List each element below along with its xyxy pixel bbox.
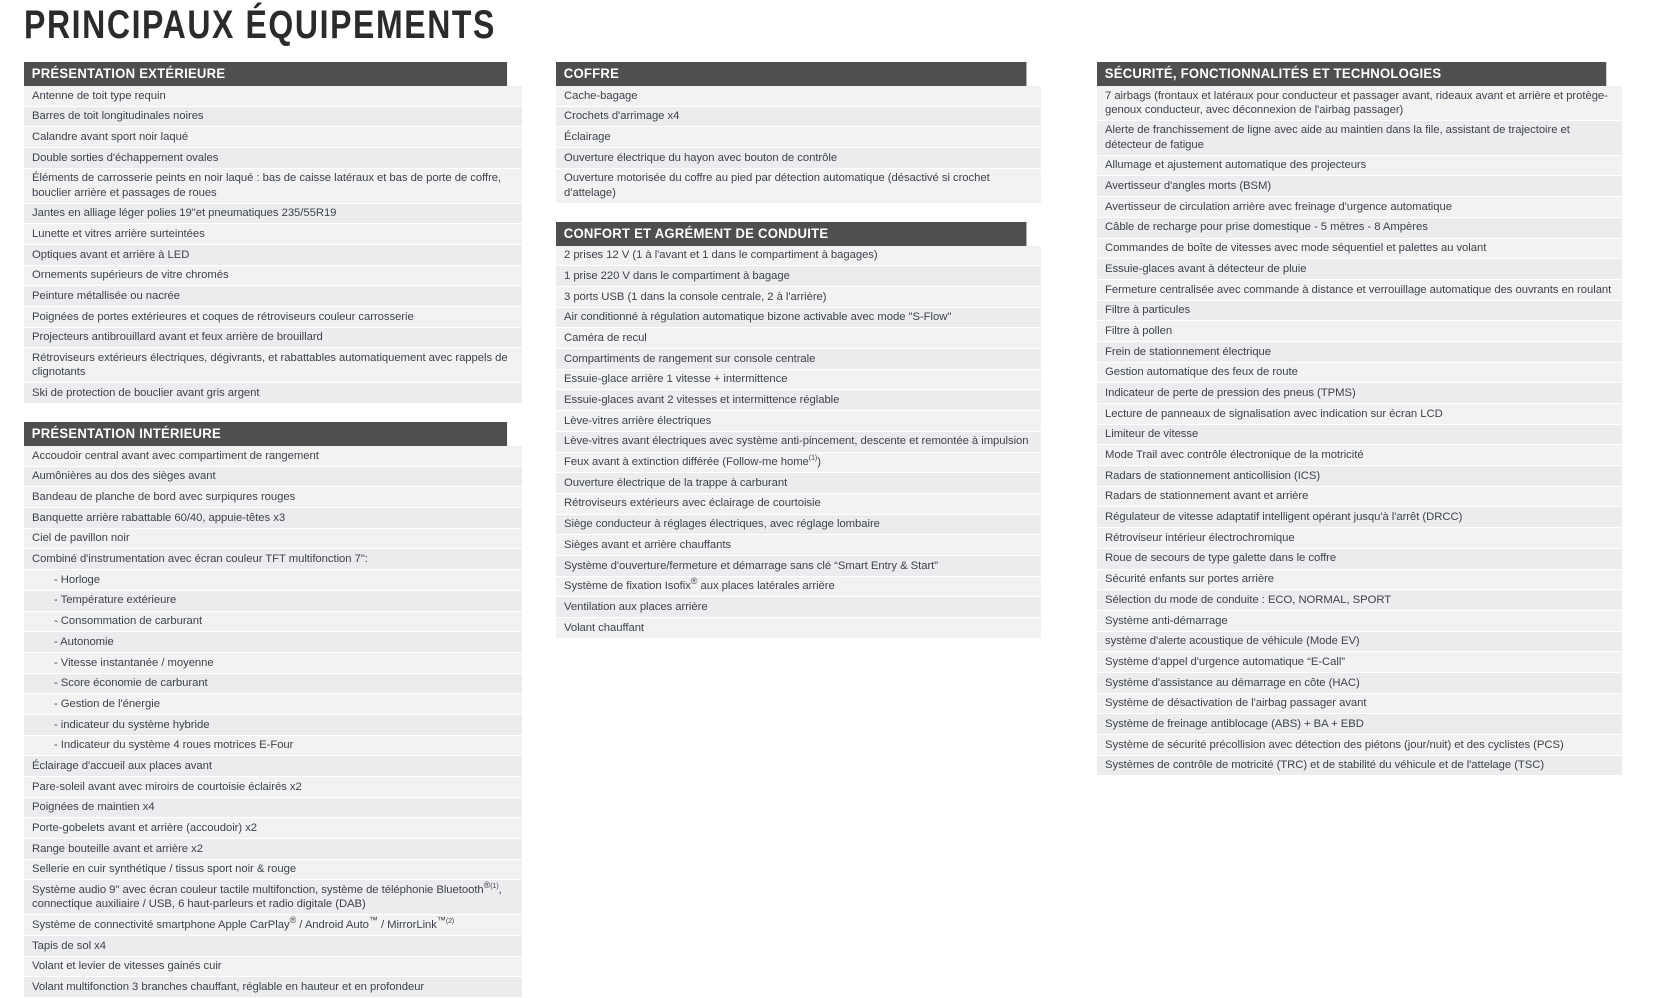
equipment-row: 1 prise 220 V dans le compartiment à bagage [556, 266, 1041, 287]
equipment-row: Systèmes de contrôle de motricité (TRC) et de stabilité du véhicule et de l'attelage (TSC) [1097, 756, 1622, 777]
equipment-row: Calandre avant sport noir laqué [24, 127, 522, 148]
equipment-row: - Autonomie [24, 632, 522, 653]
equipment-row: Sellerie en cuir synthétique / tissus sport noir & rouge [24, 860, 522, 881]
column-left [0, 62, 535, 998]
equipment-list-confort-et-agrement-de-conduite [556, 246, 1041, 639]
equipment-row: Antenne de toit type requin [24, 86, 522, 107]
equipment-row: Combiné d'instrumentation avec écran couleur TFT multifonction 7": [24, 549, 522, 570]
equipment-list-coffre [556, 86, 1041, 204]
equipment-row: Ouverture électrique du hayon avec bouton de contrôle [556, 148, 1041, 169]
section-presentation-exterieure [24, 62, 522, 404]
equipment-row: 7 airbags (frontaux et latéraux pour conducteur et passager avant, rideaux avant et arrière et protège-genoux conducteur, avec déconnexion de l'airbag passager) [1097, 86, 1622, 121]
equipment-row: 2 prises 12 V (1 à l'avant et 1 dans le compartiment à bagages) [556, 246, 1041, 267]
equipment-row: Ornements supérieurs de vitre chromés [24, 266, 522, 287]
equipment-row: Limiteur de vitesse [1097, 425, 1622, 446]
equipment-row: - Température extérieure [24, 591, 522, 612]
equipment-row: Système de connectivité smartphone Apple CarPlay® / Android Auto™ / MirrorLink$^{™(2)}$ [24, 915, 522, 936]
equipment-row: Système de freinage antiblocage (ABS) + BA + EBD [1097, 714, 1622, 735]
equipment-row: Radars de stationnement anticollision (ICS) [1097, 466, 1622, 487]
equipment-row: - indicateur du système hybride [24, 715, 522, 736]
section-presentation-interieure [24, 422, 522, 998]
equipment-row: Lunette et vitres arrière surteintées [24, 224, 522, 245]
equipment-row: Aumônières au dos des sièges avant [24, 467, 522, 488]
equipment-row: Essuie-glaces avant 2 vitesses et intermittence réglable [556, 390, 1041, 411]
section-header-coffre: COFFRE [556, 62, 1026, 86]
equipment-row: Roue de secours de type galette dans le coffre [1097, 549, 1622, 570]
equipment-row: Système de fixation Isofix® aux places latérales arrière [556, 577, 1041, 598]
section-securite-fonctionnalites-et-technologies [1097, 62, 1622, 776]
equipment-row: Système de désactivation de l'airbag passager avant [1097, 694, 1622, 715]
equipment-row: Mode Trail avec contrôle électronique de la motricité [1097, 445, 1622, 466]
equipment-row: Banquette arrière rabattable 60/40, appuie-têtes x3 [24, 508, 522, 529]
equipment-row: Avertisseur d'angles morts (BSM) [1097, 176, 1622, 197]
equipment-row: Optiques avant et arrière à LED [24, 245, 522, 266]
equipment-list-presentation-exterieure [24, 86, 522, 404]
equipment-row: - Indicateur du système 4 roues motrices E-Four [24, 736, 522, 757]
equipment-row: Volant et levier de vitesses gainés cuir [24, 957, 522, 978]
equipment-row: Système d'ouverture/fermeture et démarrage sans clé “Smart Entry & Start” [556, 556, 1041, 577]
equipment-row: Caméra de recul [556, 328, 1041, 349]
equipment-row: Siège conducteur à réglages électriques, avec réglage lombaire [556, 515, 1041, 536]
equipment-row: Radars de stationnement avant et arrière [1097, 487, 1622, 508]
equipment-row: Feux avant à extinction différée (Follow-me home$^{(1)}$) [556, 453, 1041, 474]
equipment-row: Système d'assistance au démarrage en côte (HAC) [1097, 673, 1622, 694]
equipment-row: - Horloge [24, 570, 522, 591]
equipment-row: Accoudoir central avant avec compartiment de rangement [24, 446, 522, 467]
equipment-row: Compartiments de rangement sur console centrale [556, 349, 1041, 370]
section-confort-et-agrement-de-conduite [556, 222, 1041, 639]
equipment-row: Essuie-glaces avant à détecteur de pluie [1097, 259, 1622, 280]
equipment-row: Éléments de carrosserie peints en noir laqué : bas de caisse latéraux et bas de porte de coffre, bouclier arrière et passages de roues [24, 169, 522, 204]
equipment-row: Ski de protection de bouclier avant gris argent [24, 383, 522, 404]
equipment-row: - Score économie de carburant [24, 674, 522, 695]
equipment-row: Ciel de pavillon noir [24, 529, 522, 550]
equipment-row: - Vitesse instantanée / moyenne [24, 653, 522, 674]
equipment-row: Système audio 9" avec écran couleur tactile multifonction, système de téléphonie Bluetooth$^{®(1)}$, connectique auxiliaire / USB, 6 haut-parleurs et radio digitale (DAB) [24, 880, 522, 915]
equipment-row: Ouverture électrique de la trappe à carburant [556, 473, 1041, 494]
equipment-list-presentation-interieure [24, 446, 522, 998]
equipment-row: - Consommation de carburant [24, 612, 522, 633]
equipment-row: Air conditionné à régulation automatique bizone activable avec mode "S-Flow" [556, 308, 1041, 329]
equipment-row: Porte-gobelets avant et arrière (accoudoir) x2 [24, 818, 522, 839]
equipment-row: Essuie-glace arrière 1 vitesse + intermittence [556, 370, 1041, 391]
equipment-row: Allumage et ajustement automatique des projecteurs [1097, 156, 1622, 177]
equipment-row: système d'alerte acoustique de véhicule (Mode EV) [1097, 632, 1622, 653]
equipment-row: Sièges avant et arrière chauffants [556, 535, 1041, 556]
equipment-row: Frein de stationnement électrique [1097, 342, 1622, 363]
equipment-row: 3 ports USB (1 dans la console centrale, 2 à l'arrière) [556, 287, 1041, 308]
equipment-row: Système anti-démarrage [1097, 611, 1622, 632]
column-middle [535, 62, 1055, 639]
equipment-row: Lecture de panneaux de signalisation avec indication sur écran LCD [1097, 404, 1622, 425]
equipment-row: Commandes de boîte de vitesses avec mode séquentiel et palettes au volant [1097, 239, 1622, 260]
equipment-list-securite-fonctionnalites-et-technologies [1097, 86, 1622, 776]
equipment-row: Système d'appel d'urgence automatique “E-Call” [1097, 652, 1622, 673]
equipment-row: Rétroviseurs extérieurs avec éclairage de courtoisie [556, 494, 1041, 515]
section-header-presentation-interieure: PRÉSENTATION INTÉRIEURE [24, 422, 507, 446]
equipment-row: Éclairage [556, 127, 1041, 148]
equipment-row: Alerte de franchissement de ligne avec aide au maintien dans la file, assistant de trajectoire et détecteur de fatigue [1097, 121, 1622, 156]
equipment-row: Sélection du mode de conduite : ECO, NORMAL, SPORT [1097, 590, 1622, 611]
section-header-confort-et-agrement-de-conduite: CONFORT ET AGRÉMENT DE CONDUITE [556, 222, 1026, 246]
equipment-row: Volant chauffant [556, 618, 1041, 639]
equipment-row: Filtre à pollen [1097, 321, 1622, 342]
equipment-row: Cache-bagage [556, 86, 1041, 107]
equipment-row: Projecteurs antibrouillard avant et feux arrière de brouillard [24, 328, 522, 349]
equipment-row: - Gestion de l'énergie [24, 694, 522, 715]
equipment-row: Lève-vitres avant électriques avec système anti-pincement, descente et remontée à impulsion [556, 432, 1041, 453]
equipment-row: Ventilation aux places arrière [556, 597, 1041, 618]
equipment-row: Rétroviseurs extérieurs électriques, dégivrants, et rabattables automatiquement avec rappels de clignotants [24, 348, 522, 383]
section-coffre [556, 62, 1041, 204]
equipment-row: Gestion automatique des feux de route [1097, 363, 1622, 384]
equipment-row: Lève-vitres arrière électriques [556, 411, 1041, 432]
equipment-row: Bandeau de planche de bord avec surpiqures rouges [24, 487, 522, 508]
equipment-row: Sécurité enfants sur portes arrière [1097, 570, 1622, 591]
equipment-row: Peinture métallisée ou nacrée [24, 286, 522, 307]
equipment-row: Poignées de maintien x4 [24, 798, 522, 819]
equipment-row: Poignées de portes extérieures et coques de rétroviseurs couleur carrosserie [24, 307, 522, 328]
equipment-row: Filtre à particules [1097, 301, 1622, 322]
equipment-row: Câble de recharge pour prise domestique - 5 mètres - 8 Ampères [1097, 218, 1622, 239]
equipment-row: Régulateur de vitesse adaptatif intelligent opérant jusqu'à l'arrêt (DRCC) [1097, 507, 1622, 528]
equipment-row: Double sorties d'échappement ovales [24, 148, 522, 169]
columns-container [0, 62, 1680, 998]
equipment-row: Ouverture motorisée du coffre au pied par détection automatique (désactivé si crochet d'attelage) [556, 169, 1041, 204]
equipment-row: Range bouteille avant et arrière x2 [24, 839, 522, 860]
equipment-row: Fermeture centralisée avec commande à distance et verrouillage automatique des ouvrants en roulant [1097, 280, 1622, 301]
equipment-row: Barres de toit longitudinales noires [24, 107, 522, 128]
equipment-row: Volant multifonction 3 branches chauffant, réglable en hauteur et en profondeur [24, 977, 522, 998]
equipment-row: Crochets d'arrimage x4 [556, 107, 1041, 128]
section-header-securite-fonctionnalites-et-technologies: SÉCURITÉ, FONCTIONNALITÉS ET TECHNOLOGIES [1097, 62, 1606, 86]
equipment-row: Rétroviseur intérieur électrochromique [1097, 528, 1622, 549]
section-header-presentation-exterieure: PRÉSENTATION EXTÉRIEURE [24, 62, 507, 86]
page-title: PRINCIPAUX ÉQUIPEMENTS [24, 3, 496, 47]
equipment-row: Pare-soleil avant avec miroirs de courtoisie éclairés x2 [24, 777, 522, 798]
equipment-row: Avertisseur de circulation arrière avec freinage d'urgence automatique [1097, 197, 1622, 218]
equipment-row: Système de sécurité précollision avec détection des piétons (jour/nuit) et des cyclistes (PCS) [1097, 735, 1622, 756]
equipment-row: Tapis de sol x4 [24, 936, 522, 957]
equipment-row: Éclairage d'accueil aux places avant [24, 756, 522, 777]
column-right [1055, 62, 1680, 776]
equipment-row: Indicateur de perte de pression des pneus (TPMS) [1097, 383, 1622, 404]
equipment-row: Jantes en alliage léger polies 19"et pneumatiques 235/55R19 [24, 204, 522, 225]
